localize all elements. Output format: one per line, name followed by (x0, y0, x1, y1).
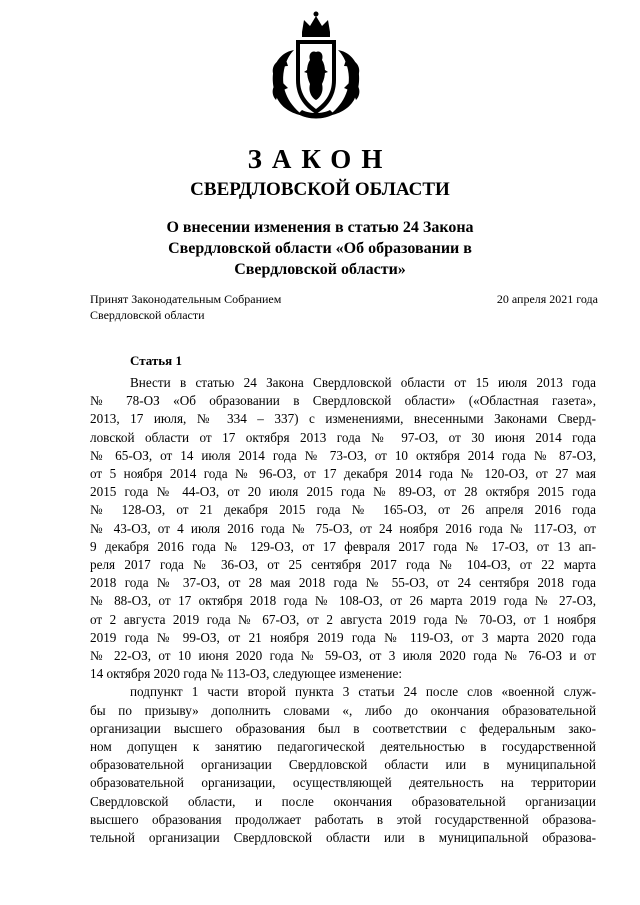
law-heading-line: Свердловской области» (234, 261, 406, 278)
paragraph-line: № 43-ОЗ, от 4 июля 2016 года № 75-ОЗ, от 24 ноября 2016 года № 117-ОЗ, от (90, 520, 596, 536)
paragraph-line: от 5 ноября 2014 года № 96-ОЗ, от 17 декабря 2014 года № 120-ОЗ, от 27 мая (90, 466, 596, 482)
paragraph-line: реля 2017 года № 36-ОЗ, от 25 сентября 2017 года № 104-ОЗ, от 22 марта (90, 557, 596, 573)
paragraph-line: 14 октября 2020 года № 113-ОЗ, следующее изменение: (90, 666, 402, 682)
paragraph-line: высшего образования продолжает работать в этой государственной образова- (90, 811, 596, 827)
paragraph-line: 2013, 17 июля, № 334 – 337) с изменениями, внесенными Законами Сверд- (90, 411, 596, 427)
paragraph-line: ном допущен к занятию педагогической деятельностью в государственной (90, 739, 596, 755)
paragraph-line: ловской области от 17 октября 2013 года № 97-ОЗ, от 30 июня 2014 года (90, 429, 596, 445)
article-title: Статья 1 (130, 353, 182, 368)
adopted-by-line: Принят Законодательным Собранием (90, 292, 282, 306)
paragraph-line: тельной организации Свердловской области или в муниципальной образова- (90, 830, 596, 846)
adoption-date: 20 апреля 2021 года (496, 292, 598, 306)
paragraph-line: Внести в статью 24 Закона Свердловской области от 15 июля 2013 года (130, 375, 596, 390)
paragraph-line: № 78-ОЗ «Об образовании в Свердловской области» («Областная газета», (90, 393, 596, 409)
paragraph-line: 2019 года № 99-ОЗ, от 21 ноября 2019 года № 119-ОЗ, от 3 марта 2020 года (90, 629, 596, 645)
document-subtitle: СВЕРДЛОВСКОЙ ОБЛАСТИ (190, 179, 450, 200)
paragraph-line: образовательной организации, осуществляющей деятельность на территории (90, 775, 596, 791)
paragraph-line: подпункт 1 части второй пункта 3 статьи 24 после слов «военной служ- (130, 684, 596, 700)
article-body (90, 374, 596, 847)
paragraph-line: № 128-ОЗ, от 21 декабря 2015 года № 165-ОЗ, от 26 апреля 2016 года (90, 502, 596, 518)
law-heading (110, 217, 530, 280)
document-title: ЗАКОН (247, 144, 393, 174)
paragraph-line: № 65-ОЗ, от 14 июля 2014 года № 73-ОЗ, от 10 октября 2014 года № 87-ОЗ, (90, 447, 596, 463)
adopted-by (90, 291, 350, 323)
paragraph-line: организации высшего образования был в соответствии с федеральным зако- (90, 720, 596, 736)
law-heading-line: Свердловской области «Об образовании в (168, 240, 472, 257)
paragraph-line: 2018 года № 37-ОЗ, от 28 мая 2018 года № 55-ОЗ, от 24 сентября 2018 года (90, 575, 596, 591)
paragraph-line: образовательной организации Свердловской области или в муниципальной (90, 757, 596, 773)
paragraph-line: бы по призыву» дополнить словами «, либо до окончания образовательной (90, 702, 596, 718)
coat-of-arms-icon (264, 10, 368, 122)
paragraph-line: № 22-ОЗ, от 10 июня 2020 года № 59-ОЗ, от 3 июля 2020 года № 76-ОЗ и от (90, 648, 596, 664)
paragraph-line: от 2 августа 2019 года № 67-ОЗ, от 2 августа 2019 года № 70-ОЗ, от 1 ноября (90, 611, 596, 627)
paragraph-line: 9 декабря 2016 года № 129-ОЗ, от 17 февраля 2017 года № 17-ОЗ, от 13 ап- (90, 538, 596, 554)
adopted-by-line: Свердловской области (90, 308, 205, 322)
paragraph-line: 2015 года № 44-ОЗ, от 20 июля 2015 года № 89-ОЗ, от 28 октября 2015 года (90, 484, 596, 500)
law-heading-line: О внесении изменения в статью 24 Закона (166, 219, 474, 236)
paragraph-line: Свердловской области, и после окончания образовательной организации (90, 793, 596, 809)
paragraph-line: № 88-ОЗ, от 17 октября 2018 года № 108-ОЗ, от 26 марта 2019 года № 27-ОЗ, (90, 593, 596, 609)
